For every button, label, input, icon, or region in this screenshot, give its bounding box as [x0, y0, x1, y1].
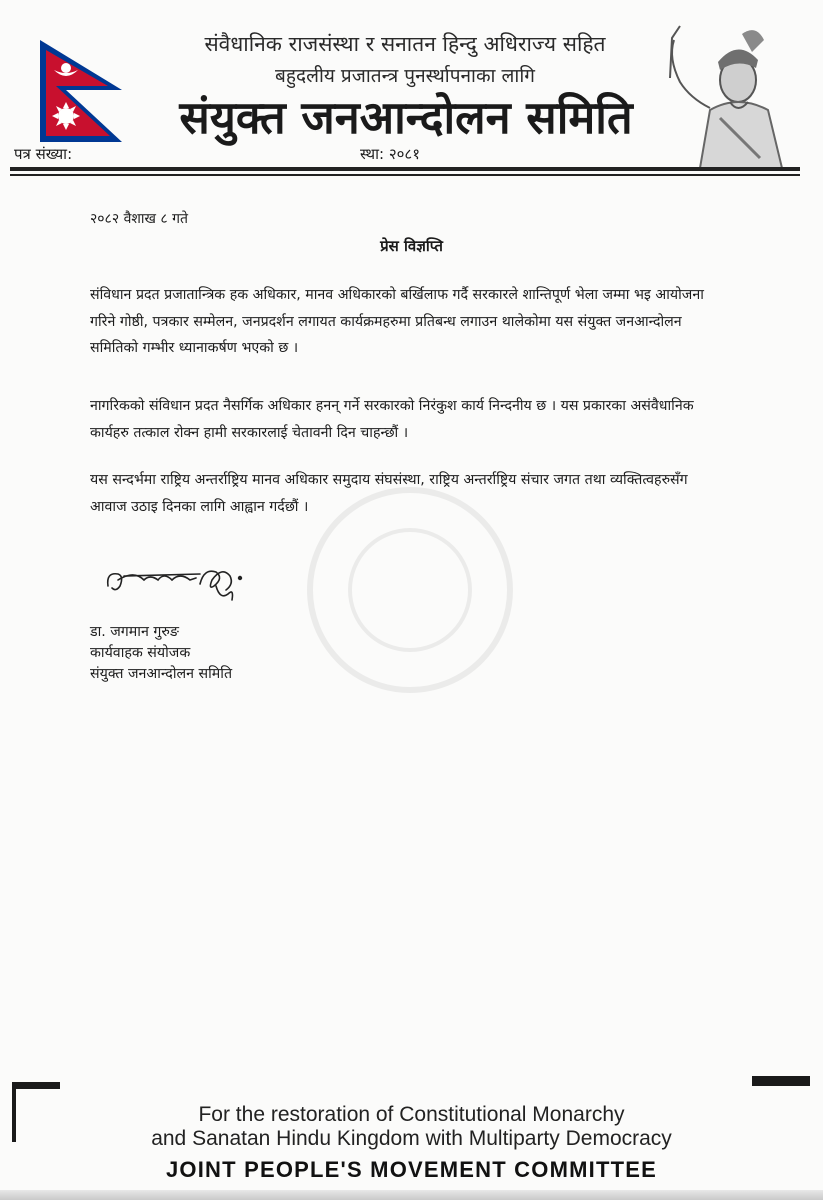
header-divider-thick — [10, 167, 800, 171]
paragraph-1: संविधान प्रदत प्रजातान्त्रिक हक अधिकार, मानव अधिकारको बर्खिलाफ गर्दै सरकारले शान्तिपूर्ण भेला जम्मा भइ आयोजना गरिने गोष्ठी, पत्रकार सम्मेलन, जनप्रदर्शन लगायत कार्यक्रमहरुमा प्रतिबन्ध लगाउन थालेकोमा यस संयुक्त जनआन्दोलन समितिको गम्भीर ध्यानाकर्षण भएको छ । — [90, 287, 704, 356]
footer-tagline-line2: and Sanatan Hindu Kingdom with Multiparty Democracy — [151, 1127, 672, 1150]
footer-corner-bar-left — [12, 1082, 60, 1089]
footer-tagline-line1: For the restoration of Constitutional Monarchy — [198, 1103, 625, 1126]
organization-title: संयुक्त जनआन्दोलन समिति — [179, 91, 633, 144]
reference-number-label: पत्र संख्या: — [14, 145, 73, 163]
nepal-flag-logo — [36, 38, 128, 146]
established-year: स्था: २०८१ — [360, 145, 421, 163]
header-subtitle-line1: संवैधानिक राजसंस्था र सनातन हिन्दु अधिराज्य सहित — [204, 32, 606, 56]
handwritten-signature — [104, 560, 254, 604]
footer-corner-bar-right — [752, 1076, 810, 1086]
signatory-organization: संयुक्त जनआन्दोलन समिति — [90, 666, 233, 682]
signatory-role: कार्यवाहक संयोजक — [90, 645, 191, 661]
header-divider-thin — [10, 174, 800, 176]
letter-date: २०८२ वैशाख ८ गते — [90, 211, 188, 227]
header-subtitle-line2: बहुदलीय प्रजातन्त्र पुनर्स्थापनाका लागि — [275, 65, 535, 87]
footer-organization-title: JOINT PEOPLE'S MOVEMENT COMMITTEE — [166, 1157, 657, 1182]
king-portrait-illustration — [660, 18, 790, 168]
paragraph-3: यस सन्दर्भमा राष्ट्रिय अन्तर्राष्ट्रिय मानव अधिकार समुदाय संघसंस्था, राष्ट्रिय अन्तर्राष्ट्रिय संचार जगत तथा व्यक्तित्वहरुसँग आवाज उठाइ दिनका लागि आह्वान गर्दछौं । — [90, 472, 688, 515]
press-release-heading: प्रेस विज्ञप्ति — [380, 237, 443, 255]
page-bottom-edge — [0, 1190, 823, 1200]
paragraph-2: नागरिकको संविधान प्रदत नैसर्गिक अधिकार हनन् गर्ने सरकारको निरंकुश कार्य निन्दनीय छ । यस प्रकारका असंवैधानिक कार्यहरु तत्काल रोक्न हामी सरकारलाई चेतावनी दिन चाहन्छौं । — [90, 398, 694, 441]
signatory-name: डा. जगमान गुरुङ — [90, 624, 179, 640]
